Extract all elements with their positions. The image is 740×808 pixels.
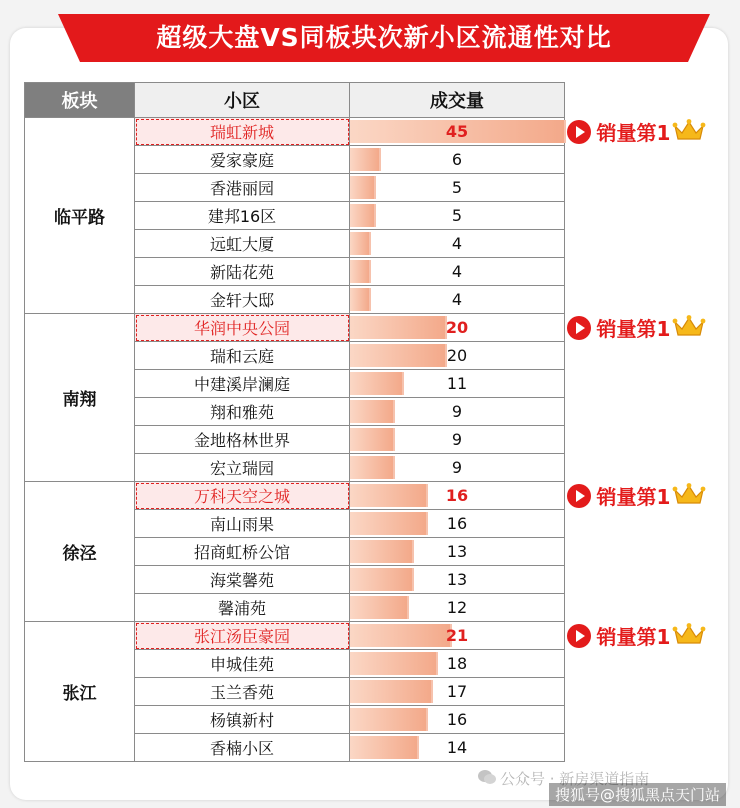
volume-value: 12 <box>446 598 468 617</box>
volume-cell <box>350 706 565 734</box>
badge-label: 销量第1 <box>596 317 671 341</box>
community-cell: 建邦16区 <box>135 202 350 230</box>
volume-bar <box>350 288 371 311</box>
badge-label: 销量第1 <box>596 485 671 509</box>
community-cell: 馨浦苑 <box>135 594 350 622</box>
community-cell: 金轩大邸 <box>135 286 350 314</box>
volume-bar <box>350 540 414 563</box>
volume-value: 21 <box>445 626 469 645</box>
watermark-text: 公众号 · 新房渠道指南 <box>500 770 650 788</box>
volume-cell <box>350 622 565 650</box>
wechat-icon <box>478 769 496 789</box>
community-cell: 宏立瑞园 <box>135 454 350 482</box>
play-icon <box>567 484 591 508</box>
block-cell: 徐泾 <box>25 482 135 622</box>
community-cell: 翔和雅苑 <box>135 398 350 426</box>
volume-bar <box>350 176 376 199</box>
volume-cell <box>350 370 565 398</box>
community-cell: 瑞虹新城 <box>135 118 350 146</box>
play-icon <box>567 624 591 648</box>
volume-cell <box>350 118 565 146</box>
crown-icon <box>672 118 706 146</box>
volume-value: 9 <box>451 402 463 421</box>
volume-cell <box>350 594 565 622</box>
community-cell: 申城佳苑 <box>135 650 350 678</box>
volume-cell <box>350 538 565 566</box>
volume-value: 5 <box>451 178 463 197</box>
volume-bar <box>350 736 419 759</box>
title-banner <box>58 14 710 62</box>
volume-value: 9 <box>451 430 463 449</box>
block-cell: 临平路 <box>25 118 135 314</box>
volume-bar <box>350 344 447 367</box>
community-cell: 万科天空之城 <box>135 482 350 510</box>
block-cell: 南翔 <box>25 314 135 482</box>
play-icon <box>567 120 591 144</box>
volume-value: 9 <box>451 458 463 477</box>
community-cell: 中建溪岸澜庭 <box>135 370 350 398</box>
volume-bar <box>350 204 376 227</box>
community-cell: 张江汤臣豪园 <box>135 622 350 650</box>
table-header-row <box>25 83 565 118</box>
play-icon <box>567 316 591 340</box>
volume-value: 45 <box>445 122 469 141</box>
community-cell: 远虹大厦 <box>135 230 350 258</box>
block-cell: 张江 <box>25 622 135 762</box>
volume-value: 17 <box>446 682 468 701</box>
community-cell: 瑞和云庭 <box>135 342 350 370</box>
volume-bar <box>350 428 395 451</box>
volume-bar <box>350 652 438 675</box>
top-sales-badge <box>567 315 707 341</box>
table-row <box>25 314 565 342</box>
volume-bar <box>350 512 428 535</box>
community-cell: 招商虹桥公馆 <box>135 538 350 566</box>
volume-bar <box>350 232 371 255</box>
volume-cell <box>350 258 565 286</box>
volume-bar <box>350 568 414 591</box>
crown-icon <box>672 622 706 650</box>
badge-label: 销量第1 <box>596 121 671 145</box>
volume-cell <box>350 398 565 426</box>
volume-value: 5 <box>451 206 463 225</box>
badge-label: 销量第1 <box>596 625 671 649</box>
header-volume: 成交量 <box>350 83 565 118</box>
volume-bar <box>350 148 381 171</box>
header-block: 板块 <box>25 83 135 118</box>
volume-bar <box>350 680 433 703</box>
volume-value: 16 <box>446 710 468 729</box>
volume-value: 4 <box>451 262 463 281</box>
volume-cell <box>350 566 565 594</box>
volume-cell <box>350 482 565 510</box>
community-cell: 海棠馨苑 <box>135 566 350 594</box>
table-row <box>25 622 565 650</box>
volume-value: 14 <box>446 738 468 757</box>
community-cell: 新陆花苑 <box>135 258 350 286</box>
volume-bar <box>350 624 452 647</box>
table-row <box>25 118 565 146</box>
volume-cell <box>350 314 565 342</box>
community-cell: 南山雨果 <box>135 510 350 538</box>
community-cell: 华润中央公园 <box>135 314 350 342</box>
top-sales-badge <box>567 483 707 509</box>
page-title: 超级大盘VS同板块次新小区流通性对比 <box>156 23 612 52</box>
volume-cell <box>350 174 565 202</box>
header-community: 小区 <box>135 83 350 118</box>
volume-cell <box>350 454 565 482</box>
volume-value: 18 <box>446 654 468 673</box>
volume-cell <box>350 426 565 454</box>
volume-cell <box>350 678 565 706</box>
volume-value: 11 <box>446 374 468 393</box>
volume-bar <box>350 400 395 423</box>
crown-icon <box>672 482 706 510</box>
volume-value: 4 <box>451 290 463 309</box>
community-cell: 爱家豪庭 <box>135 146 350 174</box>
volume-bar <box>350 708 428 731</box>
crown-icon <box>672 314 706 342</box>
source-label: 搜狐号@搜狐黑点天门站 <box>549 783 726 806</box>
comparison-table <box>24 82 565 762</box>
volume-value: 20 <box>446 346 468 365</box>
volume-cell <box>350 230 565 258</box>
volume-bar <box>350 260 371 283</box>
volume-value: 20 <box>445 318 469 337</box>
volume-value: 16 <box>446 514 468 533</box>
volume-bar <box>350 316 447 339</box>
community-cell: 杨镇新村 <box>135 706 350 734</box>
community-cell: 金地格林世界 <box>135 426 350 454</box>
volume-bar <box>350 372 404 395</box>
volume-cell <box>350 202 565 230</box>
volume-cell <box>350 286 565 314</box>
table-row <box>25 482 565 510</box>
volume-cell <box>350 342 565 370</box>
volume-bar <box>350 596 409 619</box>
volume-value: 4 <box>451 234 463 253</box>
volume-value: 13 <box>446 542 468 561</box>
volume-value: 16 <box>445 486 469 505</box>
top-sales-badge <box>567 623 707 649</box>
volume-value: 13 <box>446 570 468 589</box>
community-cell: 香楠小区 <box>135 734 350 762</box>
volume-bar <box>350 484 428 507</box>
volume-value: 6 <box>451 150 463 169</box>
volume-cell <box>350 510 565 538</box>
volume-cell <box>350 734 565 762</box>
volume-cell <box>350 146 565 174</box>
volume-cell <box>350 650 565 678</box>
community-cell: 香港丽园 <box>135 174 350 202</box>
top-sales-badge <box>567 119 707 145</box>
volume-bar <box>350 456 395 479</box>
community-cell: 玉兰香苑 <box>135 678 350 706</box>
